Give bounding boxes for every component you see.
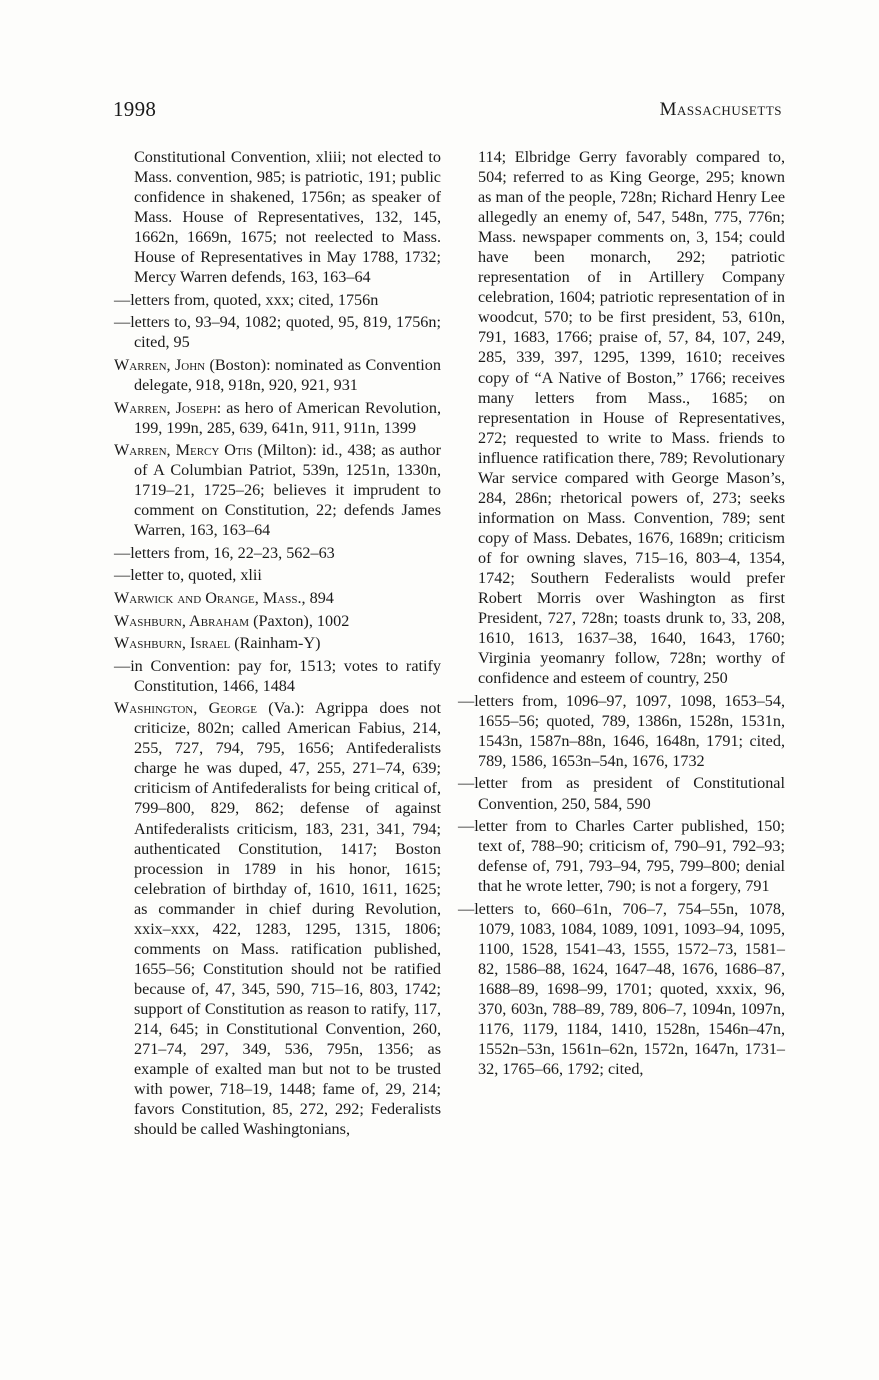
- index-subentry: [114, 290, 441, 310]
- index-text: —letters from, 1096–97, 1097, 1098, 1653–54, 1655–56; quoted, 789, 1386n, 1528n, 1531n, 1543n, 1587n–88n, 1646, 1648n, 1791; cited, 789, 1586, 1653n–54n, 1676, 1732: [458, 691, 785, 770]
- index-subentry: [458, 899, 785, 1079]
- index-entry: [114, 355, 441, 395]
- index-entry: [114, 633, 441, 653]
- index-heading: Warren, Mercy Otis: [114, 441, 253, 460]
- index-entry: [114, 611, 441, 631]
- page-number: 1998: [113, 97, 157, 121]
- index-column-left: [114, 147, 441, 1142]
- index-heading: Washburn, Abraham: [114, 611, 250, 630]
- index-subentry: [114, 312, 441, 352]
- index-text: —letters from, quoted, xxx; cited, 1756n: [114, 290, 379, 309]
- index-text: —in Convention: pay for, 1513; votes to ratify Constitution, 1466, 1484: [114, 656, 441, 695]
- running-head: Massachusetts: [659, 99, 782, 120]
- index-entry: [114, 588, 441, 608]
- index-text: , 894: [301, 588, 334, 607]
- index-heading: Washburn, Israel: [114, 634, 231, 653]
- index-heading: Warren, Joseph: [114, 398, 217, 417]
- index-heading: Warren, John: [114, 355, 206, 374]
- index-text: (Va.): Agrippa does not criticize, 802n; called American Fabius, 214, 255, 727, 794, 795, 1656; Antifederalists charge he was duped, 47, 255, 271–74, 639; criticism of Antifederalists for being critical of, 799–800, 829, 862; defense of against Antifederalists criticism, 183, 231, 341, 794; authenticated Constitution, 1417; Boston procession in 1789 in his honor, 1615; celebration of birthday of, 1610, 1611, 1625; as commander in chief during Revolution, xxix–xxx, 422, 1283, 1295, 1315, 1806; comments on Mass. ratification published, 1655–56; Constitution should not be ratified because of, 47, 345, 590, 715–16, 803, 1742; support of Constitution as reason to ratify, 117, 214, 645; in Constitutional Convention, 260, 271–74, 297, 349, 536, 795n, 1356; as example of exalted man but not to be trusted with power, 718–19, 1448; fame of, 29, 214; favors Constitution, 85, 272, 292; Federalists should be called Washingtonians,: [134, 699, 441, 1139]
- index-entry-continued: [458, 147, 785, 688]
- index-text: Constitutional Convention, xliii; not elected to Mass. convention, 985; is patriotic, 191; public confidence in shakened, 1756n; as speaker of Mass. House of Representatives, 132, 145, 1662n, 1669n, 1675; not reelected to Mass. House of Representatives in May 1788, 1732; Mercy Warren defends, 163, 163–64: [134, 148, 441, 287]
- index-text: —letters to, 93–94, 1082; quoted, 95, 819, 1756n; cited, 95: [114, 313, 441, 352]
- index-text: (Boston): nominated as Convention delegate, 918, 918n, 920, 921, 931: [134, 355, 441, 395]
- index-subentry: [458, 816, 785, 896]
- index-subentry: [458, 691, 785, 771]
- index-text: —letters to, 660–61n, 706–7, 754–55n, 1078, 1079, 1083, 1084, 1089, 1091, 1093–94, 1095, 1100, 1528, 1541–43, 1555, 1572–73, 1581–82, 1586–88, 1624, 1647–48, 1676, 1686–87, 1688–89, 1698–99, 1701; quoted, xxxix, 96, 370, 603n, 788–89, 789, 806–7, 1094n, 1097n, 1176, 1179, 1184, 1410, 1528n, 1546n–47n, 1552n–53n, 1561n–62n, 1572n, 1647n, 1731–32, 1765–66, 1792; cited,: [458, 899, 785, 1079]
- index-entry: [114, 440, 441, 540]
- index-heading: Warwick and Orange, Mass.: [114, 588, 302, 607]
- index-column-right: [458, 147, 785, 1082]
- index-entry: [114, 398, 441, 438]
- index-text: 114; Elbridge Gerry favorably compared to, 504; referred to as King George, 295; known as man of the people, 728n; Richard Henry Lee allegedly an enemy of, 547, 548n, 775, 776n; Mass. newspaper comments on, 3, 154; could have been monarch, 292; patriotic representation of in Artillery Company celebration, 1604; patriotic representation of in woodcut, 570; to be first president, 53, 610n, 791, 1683, 1766; praise of, 57, 84, 107, 249, 285, 339, 397, 1295, 1399, 1610; receives copy of “A Native of Boston,” 1766; receives many letters from Mass., 1685; on representation in House of Representatives, 272; requested to write to Mass. friends to influence ratification there, 789; Revolutionary War service compared with George Mason’s, 284, 286n; rhetorical powers of, 273; seeks information on Mass. Convention, 789; sent copy of Mass. Debates, 1676, 1689n; criticism of for owning slaves, 715–16, 803–4, 1354, 1742; Southern Federalists would prefer Robert Morris over Washington as first President, 727, 728n; toasts drunk to, 33, 208, 1610, 1613, 1637–38, 1640, 1643, 1760; Virginia yeomanry follow, 728n; worthy of confidence and esteem of country, 250: [478, 148, 786, 688]
- index-subentry: [114, 656, 441, 696]
- index-text: —letter from to Charles Carter published, 150; text of, 788–90; criticism of, 790–91, 792–93; defense of, 791, 793–94, 795, 799–800; denial that he wrote letter, 790; is not a forgery, 791: [458, 817, 785, 896]
- index-text: : as hero of American Revolution, 199, 199n, 285, 639, 641n, 911, 911n, 1399: [134, 398, 441, 437]
- index-text: (Milton): id., 438; as author of A Columbian Patriot, 539n, 1251n, 1330n, 1719–21, 1725–26; believes it imprudent to comment on Constitution, 22; defends James Warren, 163, 163–64: [134, 441, 442, 540]
- index-subentry: [114, 565, 441, 585]
- index-text: —letter to, quoted, xlii: [114, 566, 262, 585]
- index-subentry: [458, 773, 785, 813]
- index-heading: Washington, George: [114, 699, 257, 718]
- index-entry-continued: [114, 147, 441, 287]
- index-subentry: [114, 543, 441, 563]
- index-text: (Rainham-Y): [230, 634, 321, 653]
- index-entry: [114, 698, 441, 1139]
- index-text: —letters from, 16, 22–23, 562–63: [114, 543, 335, 562]
- index-text: —letter from as president of Constitutional Convention, 250, 584, 590: [458, 774, 785, 813]
- index-text: (Paxton), 1002: [249, 611, 350, 630]
